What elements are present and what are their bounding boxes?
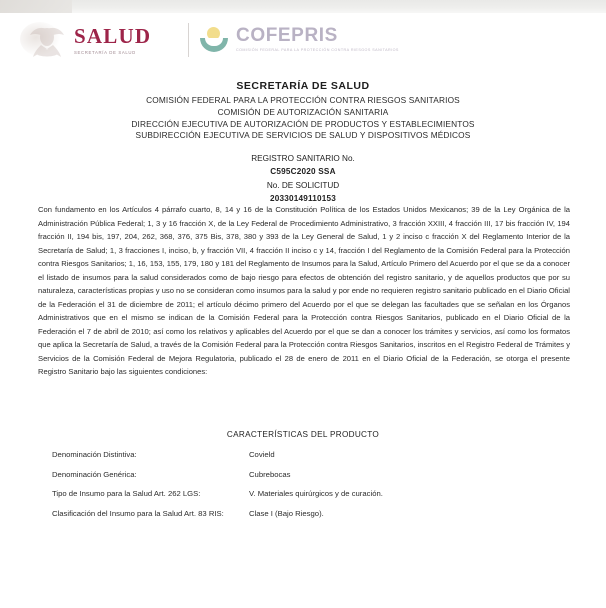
salud-wordmark: SALUD xyxy=(74,23,152,48)
solicitud-label: No. DE SOLICITUD xyxy=(266,180,340,190)
title-line-1: COMISIÓN FEDERAL PARA LA PROTECCIÓN CONTRA RIESGOS SANITARIOS xyxy=(146,95,460,105)
row-value: V. Materiales quirúrgicos y de curación. xyxy=(249,489,383,498)
legal-basis-paragraph: Con fundamento en los Artículos 4 párrafo cuarto, 8, 14 y 16 de la Constitución Política de los Estados Unidos Mexicanos; 39 de la Ley Orgánica de la Administración Pública Federal; 1, 3 y 16 fracción X, de la Ley Federal de Procedimiento Administrativo, 3 fracción XXIII, 4 fracción III, 17 bis fracción IV, 194 fracción II, 194 bis, 197, 204, 262, 368, 376, 375 Bis, 378, 380 y 393 de la Ley General de Salud, 1 y 2 inciso c fracción X del Reglamento Interior de la Secretaría de Salud; 1, 3 fracciones I, inciso, b, y fracción VII, 4 fracción II inciso c y 14, fracción I del Reglamento de la Comisión Federal para la Protección contra Riesgos Sanitarios; 1, 16, 153, 155, 179, 180 y 181 del Reglamento de Insumos para la Salud, Artículo Primero del Acuerdo por el que se da a conocer el listado de insumos para la salud considerados como de bajo riesgo para efectos de obtención del registro sanitario, y de aquellos productos que por su naturaleza, características propias y uso no se consideran como insumos para la salud y por ende no requieren registro sanitario publicado en el Diario Oficial de la Federación el 31 de diciembre de 2011; el artículo décimo primero del Acuerdo por el que se delegan las facultades que se señalan en los Órganos Administrativos que en el mismo se indican de la Comisión Federal para la Protección contra Riesgos Sanitarios, publicado en el Diario Oficial de la Federación el 7 de abril de 2010; así como los relativos y aplicables del Acuerdo por el que se dan a conocer los trámites y servicios, así como los formatos que aplica la Secretaría de Salud, a través de la Comisión Federal para la Protección contra Riesgos Sanitarios, inscritos en el Registro Federal de Trámites y Servicios de la Comisión Federal de Mejora Regulatoria, publicado el 28 de enero de 2011 en el Diario Oficial de la Federación, se otorga el presente Registro Sanitario bajo las siguientes condiciones: xyxy=(38,205,570,377)
logo-divider xyxy=(188,23,189,57)
salud-subtitle: SECRETARÍA DE SALUD xyxy=(74,49,136,55)
title-line-4: SUBDIRECCIÓN EJECUTIVA DE SERVICIOS DE SALUD Y DISPOSITIVOS MÉDICOS xyxy=(135,130,471,141)
table-row xyxy=(52,489,552,498)
cofepris-bowl-icon xyxy=(199,25,229,55)
registro-sanitario-label: REGISTRO SANITARIO No. xyxy=(251,154,355,163)
row-value: Clase I (Bajo Riesgo). xyxy=(249,508,324,518)
title-block xyxy=(0,80,606,142)
row-label: Tipo de Insumo para la Salud Art. 262 LGS: xyxy=(52,489,201,498)
row-value: Cubrebocas xyxy=(249,469,291,479)
title-line-2: COMISIÓN DE AUTORIZACIÓN SANITARIA xyxy=(217,106,389,117)
cofepris-wordmark-group xyxy=(236,26,399,54)
characteristics-heading: CARACTERÍSTICAS DEL PRODUCTO xyxy=(226,430,380,439)
salud-logo xyxy=(24,17,184,63)
page-title: SECRETARÍA DE SALUD xyxy=(236,80,370,92)
cofepris-wordmark: COFEPRIS xyxy=(236,25,338,47)
row-label: Denominación Distintiva: xyxy=(52,450,137,459)
document-header xyxy=(0,14,606,66)
mexican-eagle-emblem-icon xyxy=(24,20,70,60)
table-row xyxy=(52,450,552,459)
characteristics-table xyxy=(52,450,552,528)
registro-sanitario-value: C595C2020 SSA xyxy=(270,167,336,177)
table-row xyxy=(52,470,552,479)
scan-top-band xyxy=(0,0,606,13)
title-line-3: DIRECCIÓN EJECUTIVA DE AUTORIZACIÓN DE PRODUCTOS Y ESTABLECIMIENTOS xyxy=(131,118,475,129)
row-label: Clasificación del Insumo para la Salud Art. 83 RIS: xyxy=(52,508,224,518)
solicitud-value: 20330149110153 xyxy=(269,193,337,203)
cofepris-logo xyxy=(199,17,399,63)
row-value: Covield xyxy=(249,450,275,459)
cofepris-subtitle: COMISIÓN FEDERAL PARA LA PROTECCIÓN CONTRA RIESGOS SANITARIOS xyxy=(236,48,399,53)
registry-block xyxy=(0,152,606,205)
row-label: Denominación Genérica: xyxy=(52,469,137,479)
table-row xyxy=(52,509,552,518)
scan-top-band-left xyxy=(0,0,72,13)
salud-wordmark-group xyxy=(74,23,152,55)
